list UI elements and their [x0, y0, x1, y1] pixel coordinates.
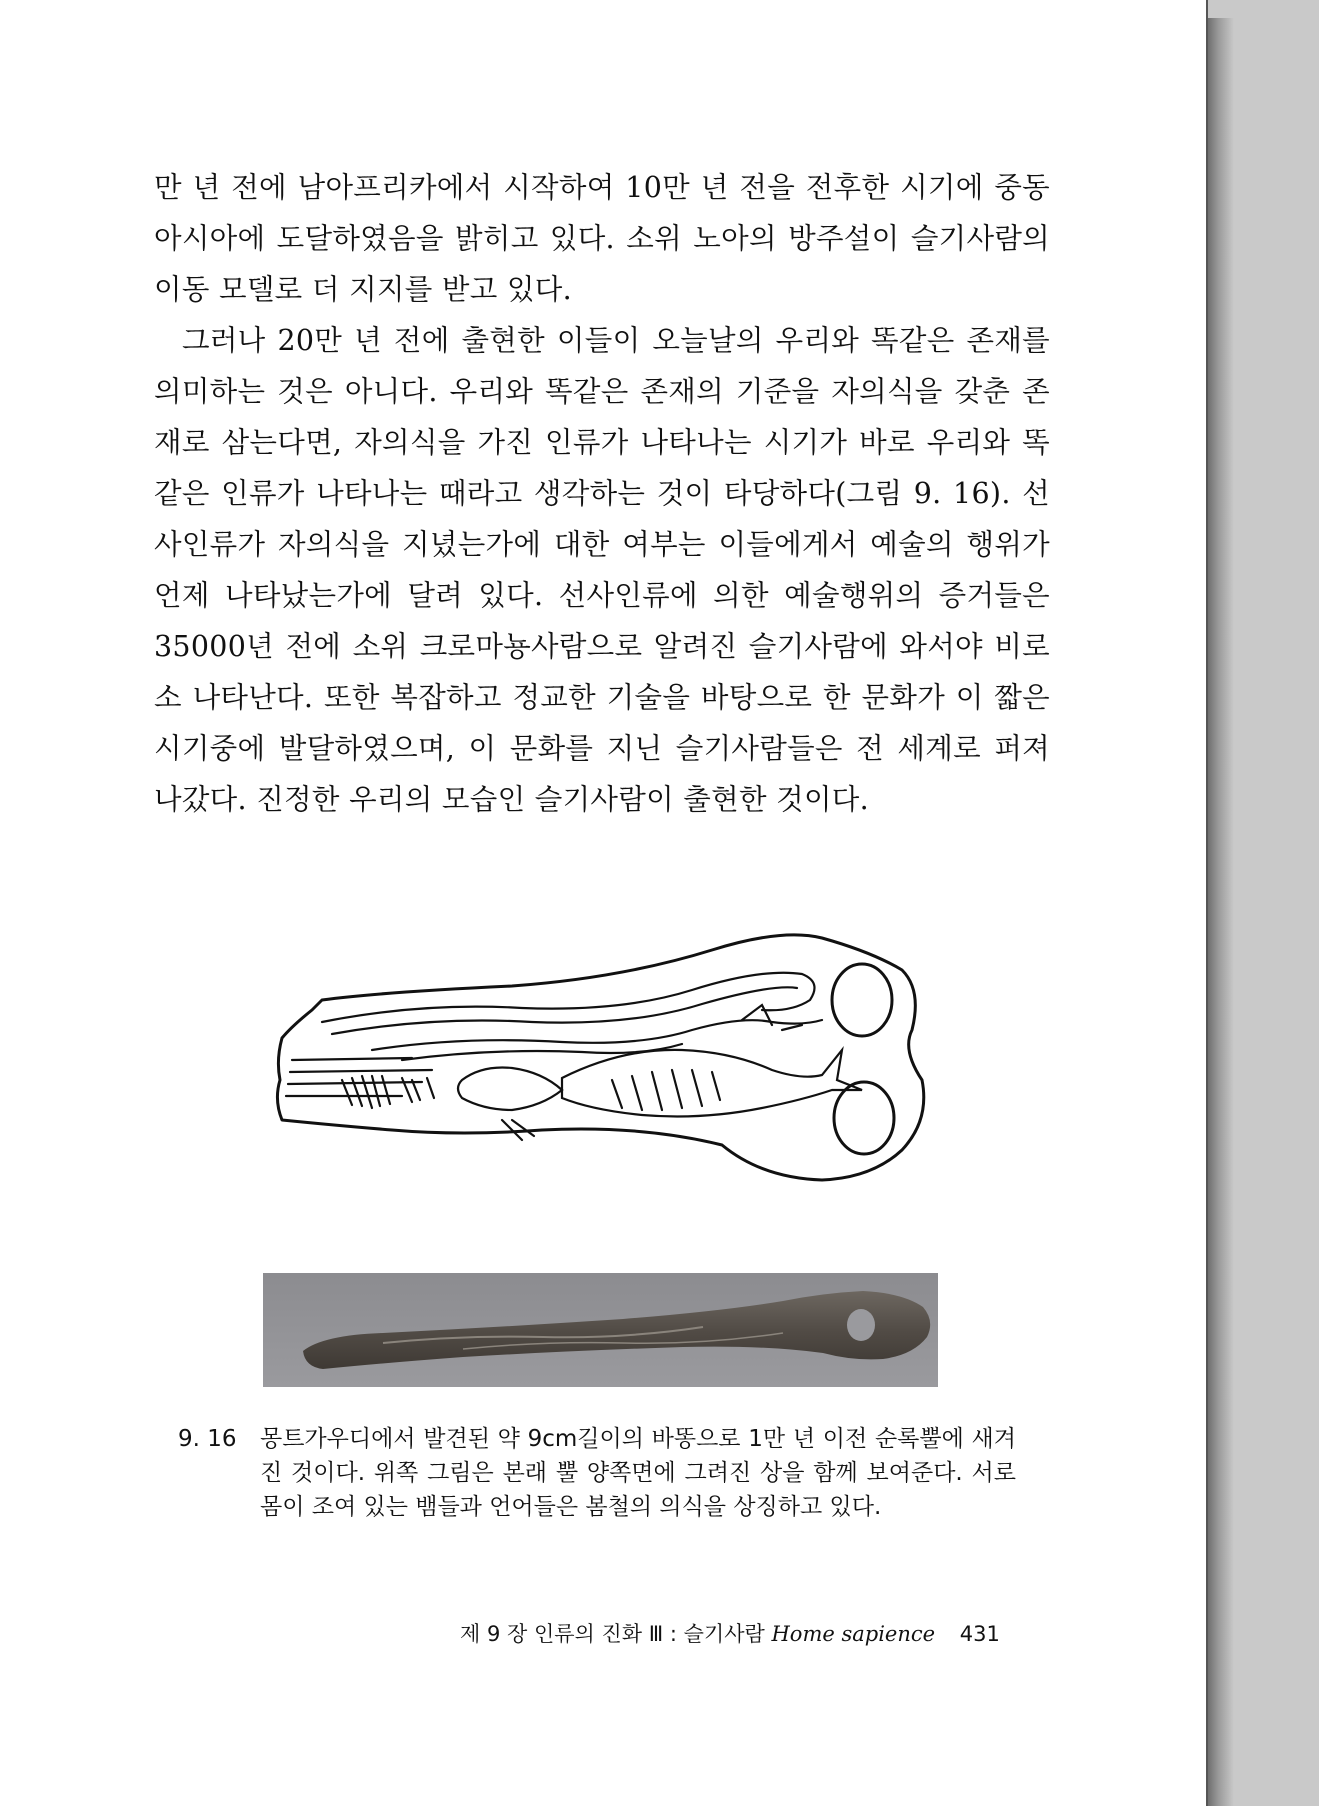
- baton-engraving-drawing: [262, 930, 962, 1200]
- seal-figure: [458, 1068, 562, 1111]
- baton-outline: [277, 935, 923, 1180]
- chapter-latin-title: Home sapience: [771, 1622, 936, 1646]
- chapter-title: 제 9 장 인류의 진화 Ⅲ : 슬기사람: [460, 1622, 765, 1646]
- figure-caption-text: 몽트가우디에서 발견된 약 9cm길이의 바똥으로 1만 년 이전 순록뿔에 새겨진 것이다. 위쪽 그림은 본래 뿔 양쪽면에 그려진 상을 함께 보여준다. 서로 몸이 조여 있는 뱀들과 언어들은 봄철의 의식을 상징하고 있다.: [260, 1426, 1016, 1520]
- baton-hole-top: [832, 964, 892, 1036]
- page-number: 431: [959, 1622, 1000, 1646]
- figure-number: 9. 16: [178, 1426, 237, 1452]
- baton-photograph: [263, 1273, 938, 1387]
- paragraph-2: 그러나 20만 년 전에 출현한 이들이 오늘날의 우리와 똑같은 존재를 의미하는 것은 아니다. 우리와 똑같은 존재의 기준을 자의식을 갖춘 존재로 삼는다면, 자의식을 가진 인류가 나타나는 시기가 바로 우리와 똑같은 인류가 나타나는 때라고 생각하는 것이 타당하다(그림 9. 16). 선사인류가 자의식을 지녔는가에 대한 여부는 이들에게서 예술의 행위가 언제 나타났는가에 달려 있다. 선사인류에 의한 예술행위의 증거들은 35000년 전에 소위 크로마뇽사람으로 알려진 슬기사람에 와서야 비로소 나타난다. 또한 복잡하고 정교한 기술을 바탕으로 한 문화가 이 짧은 시기중에 발달하였으며, 이 문화를 지닌 슬기사람들은 전 세계로 퍼져 나갔다. 진정한 우리의 모습인 슬기사람이 출현한 것이다.: [154, 324, 1050, 816]
- running-footer: [460, 1618, 1060, 1648]
- figure-caption: [178, 1422, 1038, 1524]
- fish-figure: [562, 1050, 862, 1117]
- antler-hole: [847, 1309, 875, 1341]
- snake-3: [372, 1020, 822, 1050]
- paragraph-1: 만 년 전에 남아프리카에서 시작하여 10만 년 전을 전후한 시기에 중동아시아에 도달하였음을 밝히고 있다. 소위 노아의 방주설이 슬기사람의 이동 모델로 더 지지를 받고 있다.: [154, 171, 1050, 306]
- baton-hole-bottom: [834, 1082, 894, 1154]
- page-edge-shadow: [1208, 18, 1234, 1806]
- body-text: [154, 162, 1050, 825]
